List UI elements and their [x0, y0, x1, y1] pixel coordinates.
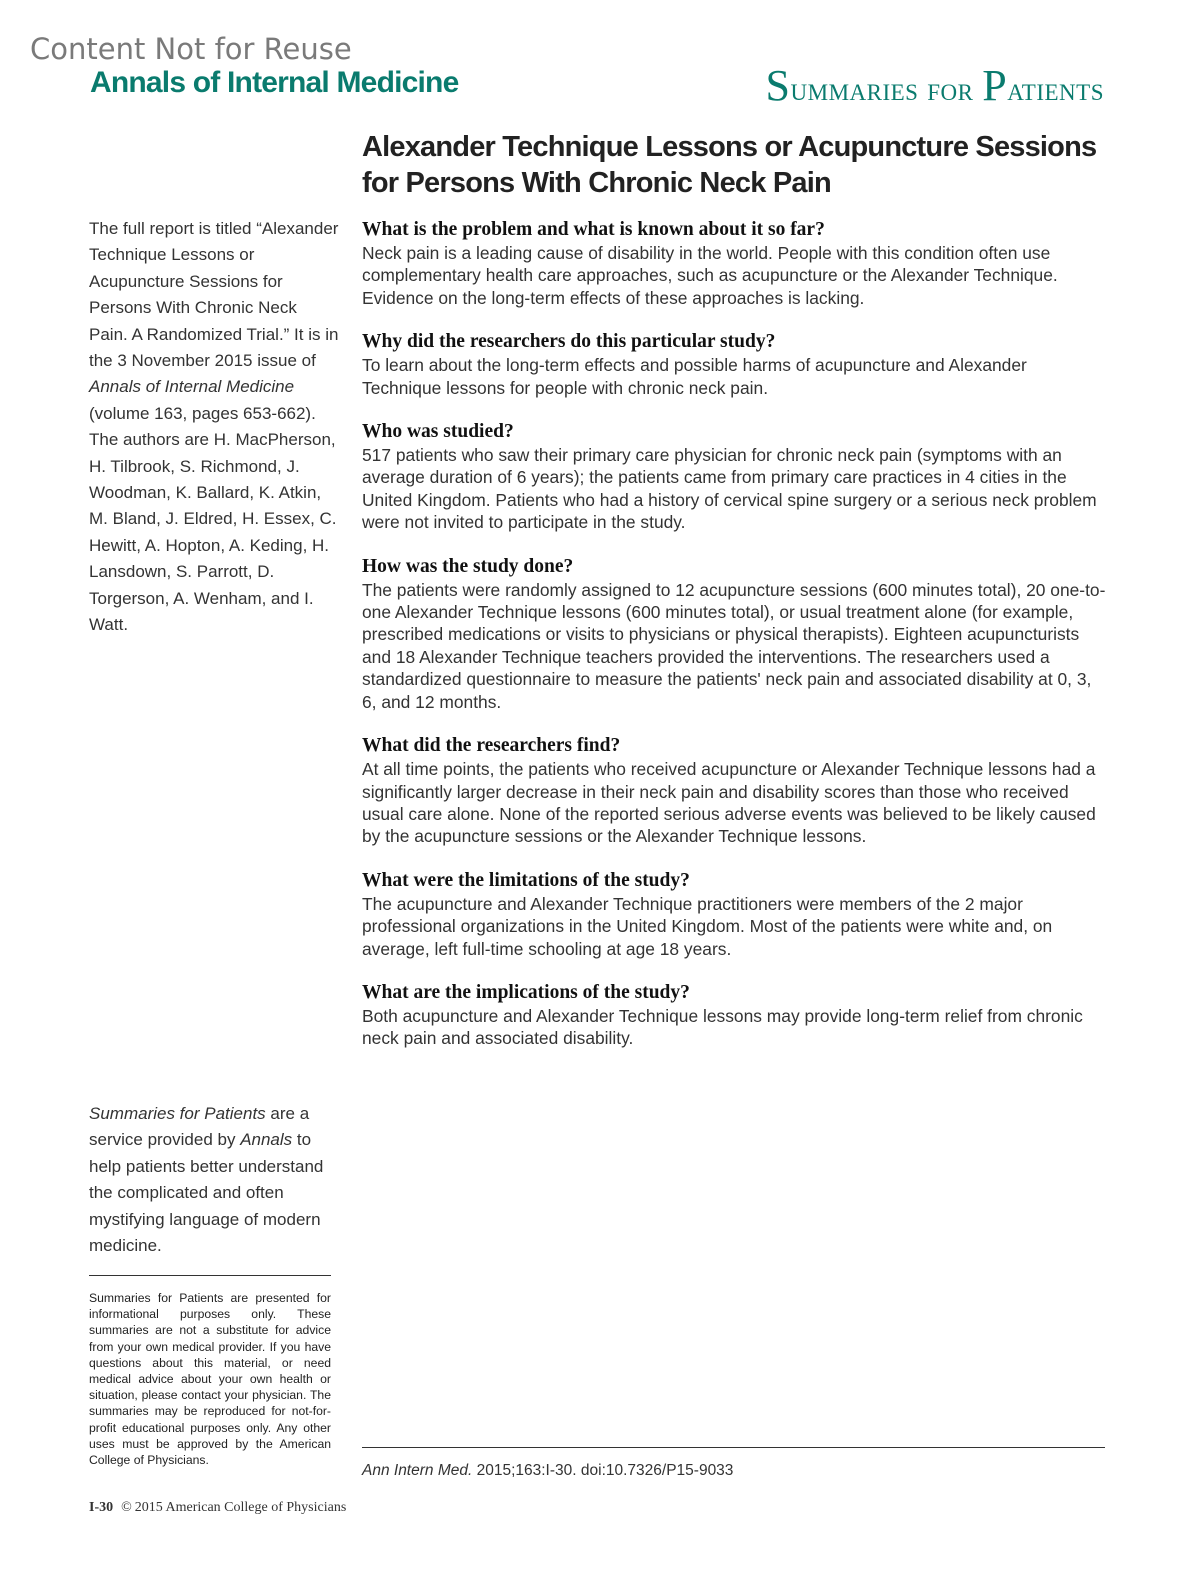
- qa-section: [362, 555, 1107, 713]
- answer-text: Both acupuncture and Alexander Technique lessons may provide long-term relief from chronic neck pain and associated disability.: [362, 1005, 1083, 1049]
- answer-text: At all time points, the patients who received acupuncture or Alexander Technique lessons had a significantly larger decrease in their neck pain and disability scores than those who received usual care alone. None of the reported serious adverse events was believed to be likely caused by the acupuncture sessions or the Alexander Technique lessons.: [362, 759, 1096, 847]
- section-rest-2: atients: [1007, 72, 1104, 108]
- sidebar-report-text-1: The full report is titled “Alexander Technique Lessons or Acupuncture Sessions for Persons With Chronic Neck Pain. A Randomized Trial.” It is in the 3 November 2015 issue of: [89, 219, 339, 371]
- question-heading: What is the problem and what is known about it so far?: [362, 219, 825, 240]
- qa-section: [362, 330, 1107, 399]
- sidebar-divider: [89, 1275, 331, 1276]
- section-cap-2: P: [982, 61, 1008, 110]
- page-number: I-30: [89, 1500, 114, 1515]
- section-rest-1: ummaries for: [790, 72, 983, 108]
- qa-section: [362, 218, 1107, 309]
- sidebar-report-text-2: (volume 163, pages 653-662). The authors are H. MacPherson, H. Tilbrook, S. Richmond, J. Woodman, K. Ballard, K. Atkin, M. Bland, J. Eldred, H. Essex, C. Hewitt, A. Hopton, A. Keding, H. Lansdown, S. Parrott, D. Torgerson, A. Wenham, and I. Watt.: [89, 403, 337, 635]
- qa-section: [362, 420, 1107, 534]
- disclaimer-text: Summaries for Patients are presented for informational purposes only. These summaries are not a substitute for advice from your own medical provider. If you have questions about this material, or need medical advice about your own health or situation, please contact your physician. The summaries may be reproduced for not-for-profit educational purposes only. Any other uses must be approved by the American College of Physicians.: [89, 1291, 331, 1468]
- section-cap-1: S: [765, 61, 791, 110]
- watermark-text: Content Not for Reuse: [30, 32, 352, 66]
- answer-text: The acupuncture and Alexander Technique practitioners were members of the 2 major professional organizations in the United Kingdom. Most of the patients were white and, on average, left full-time schooling at age 18 years.: [362, 893, 1053, 959]
- answer-text: 517 patients who saw their primary care physician for chronic neck pain (symptoms with an average duration of 6 years); the patients came from primary care practices in 4 cities in the United Kingdom. Patients who had a history of cervical spine surgery or a serious neck problem were not invited to participate in the study.: [362, 445, 1097, 533]
- answer-text: The patients were randomly assigned to 12 acupuncture sessions (600 minutes total), 20 one-to-one Alexander Technique lessons (600 minutes total), or usual treatment alone (for example, prescribed medications or visits to physicians or physical therapists). Eighteen acupuncturists and 18 Alexander Technique teachers provided the interventions. The researchers used a standardized questionnaire to measure the patients' neck pain and associated disability at 0, 3, 6, and 12 months.: [362, 579, 1106, 712]
- sidebar-service-text-1: are a service provided by: [89, 1104, 310, 1150]
- question-heading: Who was studied?: [362, 421, 514, 443]
- citation: [362, 1462, 733, 1480]
- sidebar-journal-name: Annals of Internal Medicine: [89, 377, 295, 397]
- page-footer: [89, 1500, 346, 1516]
- answer-text: Neck pain is a leading cause of disability in the world. People with this condition often use complementary health care approaches, such as acupuncture or the Alexander Technique. Evidence on the long-term effects of these approaches is lacking.: [362, 243, 1058, 308]
- qa-section: [362, 981, 1107, 1050]
- main-content: [362, 218, 1107, 1071]
- journal-name: Annals of Internal Medicine: [90, 66, 459, 99]
- citation-divider: [362, 1447, 1105, 1448]
- question-heading: Why did the researchers do this particular study?: [362, 331, 776, 353]
- citation-details: 2015;163:I-30. doi:10.7326/P15-9033: [472, 1462, 734, 1479]
- copyright-symbol: ©: [121, 1500, 132, 1515]
- article-title: Alexander Technique Lessons or Acupuncture Sessions for Persons With Chronic Neck Pain: [362, 131, 1097, 199]
- question-heading: How was the study done?: [362, 555, 574, 577]
- question-heading: What were the limitations of the study?: [362, 869, 690, 891]
- section-heading: [766, 60, 1104, 111]
- sidebar-service-note: [89, 1101, 339, 1259]
- copyright-text: 2015 American College of Physicians: [134, 1500, 347, 1515]
- question-heading: What are the implications of the study?: [362, 981, 690, 1003]
- answer-text: To learn about the long-term effects and possible harms of acupuncture and Alexander Technique lessons for people with chronic neck pain.: [362, 355, 1027, 398]
- qa-section: [362, 869, 1107, 960]
- question-heading: What did the researchers find?: [362, 735, 621, 757]
- citation-journal: Ann Intern Med.: [362, 1462, 473, 1479]
- sidebar-service-text-2: to help patients better understand the complicated and often mystifying language of modern medicine.: [89, 1130, 324, 1256]
- sidebar-report-info: [89, 216, 339, 639]
- sidebar-summaries-name: Summaries for Patients: [89, 1104, 266, 1123]
- qa-section: [362, 734, 1107, 848]
- sidebar-annals-name: Annals: [240, 1130, 293, 1150]
